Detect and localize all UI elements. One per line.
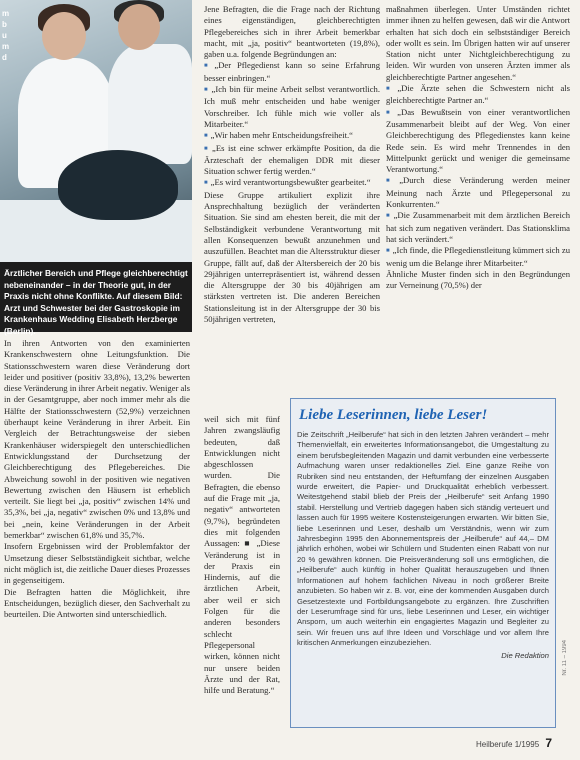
- col3-intro: maßnahmen überlegen. Unter Umständen richtet immer ihnen zu helfen gewesen, daß wir die Antwort erhalten hat sich doch ein selbstständiger Bereich oder wollt es sein. Im Übrigen hatten wir auf unserer Station nicht unter Nichtgleichberechtigung zu leiden. Wir wurden von unseren Ärzten immer als gleichberechtigte Partner angesehen.“: [386, 4, 570, 82]
- patient-figure: [58, 150, 178, 220]
- letter-box-body: Die Zeitschrift „Heilberufe“ hat sich in den letzten Jahren verändert – mehr Themenvielfalt, ein erweitertes Informationsangebot, die Umgestaltung zu einem berufsbegleitenden Magazin und damit verbunden eine verbesserte Aufmachung waren unser redaktionelles Ziel. Eine ganze Reihe von Rubriken sind neu entstanden, der Heftumfang der einzelnen Ausgaben wurde erweitert, die Papier- und Druckqualität erheblich verbessert. Weitestgehend stabil blieb der Preis der „Heilberufe“ seit Anfang 1990 stabil. Herstellung und Vertrieb dagegen haben sich ständig verteuert und lassen auch für 1995 weitere Kostensteigerungen erwarten. Wir bitten Sie, liebe Leserinnen und Leser, deshalb um Verständnis, wenn wir zum Jahresbeginn 1995 den Abonnementspreis der „Heilberufe“ auf 44,– DM jährlich erhöhen, wobei wir Schülern und Studenten einen Rabatt von nur 20 % gewähren können. Die Preisveränderung soll uns ermöglichen, die „Heilberufe“ auch künftig in hoher Qualität herauszugeben und Ihnen Informationen auf hohem fachlichen Niveau in noch größerer Breite anzubieten. So haben wir z. B. vor, eine der kommenden Ausgaben durch Gesetzestexte und Fortbildungsangebote zu ergänzen. Ihre Zuschriften der Leserumfrage sind für uns, liebe Leserinnen und Leser, ein wichtiger Ansporn, um auch weiterhin ein engagiertes Magazin und Begleiter zu sein. Wir freuen uns auf Ihre Ideen und Vorschläge und vor allem Ihre kritischen Anmerkungen einzubeziehen.: [297, 430, 549, 648]
- column-2: [204, 4, 380, 325]
- col3-paragraph: Ähnliche Muster finden sich in den Begründungen zur Verneinung (70,5%) der: [386, 268, 570, 291]
- reader-letter-box: [290, 398, 556, 728]
- col3-bullet-2: ■ „Das Bewußtsein von einer verantwortlichen Zusammenarbeit bleibt auf der Weg. Von einer Gleichberechtigung des Pflegedienstes kann keine Rede sein. Es wird mehr Trennendes in den Mittelpunkt gerückt und weniger die gemeinsame Verantwortung.“: [386, 107, 570, 176]
- col3-bullet-5: ■ „Ich finde, die Pflegedienstleitung kümmert sich zu wenig um die Belange ihrer Mitarbeiter.“: [386, 245, 570, 269]
- col2-bullet-1: ■ „Der Pflegedienst kann so seine Erfahrung besser einbringen.“: [204, 60, 380, 84]
- letter-box-signature: Die Redaktion: [501, 650, 549, 660]
- column-1: [4, 338, 190, 620]
- col1-paragraph-2: Insofern Ergebnissen wird der Problemfaktor der Umsetzung dieser Selbstständigkeit sichtbar, welche nicht möglich ist, die zeitliche Dauer dieses Prozesses in gegenseitigem.: [4, 541, 190, 586]
- doctor-figure: [108, 44, 192, 164]
- article-photo: [0, 0, 192, 262]
- photo-side-letters: m b u m d: [2, 9, 10, 62]
- page-number: 7: [545, 736, 553, 750]
- side-issue-note: Nr. 11 – 1994: [562, 640, 568, 676]
- page-footer: [476, 736, 552, 750]
- nurse-head: [42, 12, 86, 60]
- col3-bullet-4: ■ „Die Zusammenarbeit mit dem ärztlichen Bereich hat sich zum negativen verändert. Das Stationsklima hat sich verändert.“: [386, 210, 570, 245]
- col2-paragraph: Diese Gruppe artikuliert explizit ihre Ansprechhaltung bezüglich der veränderten Situation. Sie sind am ehesten bereit, die mit der Selbständigkeit verbundene Verantwortung mit allen Konsequenzen bewußt anzunehmen und auszufüllen. Beachtet man die Altersstruktur dieser Gruppe, fällt auf, daß der Altersbereich der 20 bis 29jährigen unterrepräsentiert ist, während dessen die Altersgruppe der 30 bis 40jährigen am stärksten vertreten ist. Die anderen Bereichen Stationsleitung ist in der Altersgruppe der 30 bis 50jährigen vertreten,: [204, 189, 380, 325]
- doctor-head: [118, 4, 160, 50]
- col1-paragraph-3: Die Befragten hatten die Möglichkeit, ihre Entscheidungen, bezüglich dieser, den Sachverhalt zu beurteilen. Die Antworten sind unterschiedlich.: [4, 586, 190, 620]
- column-3: [386, 4, 570, 291]
- col3-bullet-1: ■ „Die Ärzte sehen die Schwestern nicht als gleichberechtigte Partner an.“: [386, 83, 570, 107]
- photo-caption: Ärztlicher Bereich und Pflege gleichberechtigt nebeneinander – in der Theorie gut, in der Praxis nicht ohne Konflikte. Auf diesem Bild: Arzt und Schwester bei der Gastroskopie im Krankenhaus Wedding Elisabeth Herzberge (Berlin).: [0, 262, 192, 332]
- footer-magazine: Heilberufe 1/1995: [476, 740, 540, 749]
- col3-bullet-3: ■ „Durch diese Veränderung werden meiner Meinung nach Ärzte und Pflegepersonal zu Konkurrenten.“: [386, 175, 570, 210]
- letter-box-title: Liebe Leserinnen, liebe Leser!: [299, 407, 488, 423]
- col2-bullet-2: ■ „Ich bin für meine Arbeit selbst verantwortlich. Ich muß mehr entscheiden und habe weniger Vorschreiber. Ich fühle mich wie voller als Mitarbeiter.“: [204, 84, 380, 130]
- col2-bullet-5: ■ „Es wird verantwortungsbewußter gearbeitet.“: [204, 177, 380, 189]
- column-2-narrow: weil sich mit fünf Jahren zwangsläufig bedeuten, daß Entwicklungen nicht abgeschlossen wurden. Die Befragten, die ebenso auf die Frage mit „ja, negativ“ antworteten (9,7%), begründeten dies mit folgenden Aussagen: ■ „Diese Veränderung ist in der Praxis ein Hindernis, auf die ärztlichen Arbeit, aber weil er sich Folgen für die anderen besonders schlecht Pflegepersonal wirken, können nicht nur unsere beiden Ärzte und der Rat, hilfe und Beratung.“: [204, 414, 280, 696]
- col2-intro: Jene Befragten, die die Frage nach der Richtung eines eigenständigen, gleichberechtigten Pflegebereiches sich in ihrer Arbeit bemerkbar macht, mit „ja, positiv“ beantworteten (19,8%), gaben u.a. folgende Begründungen an:: [204, 4, 380, 60]
- col1-paragraph-1: In ihren Antworten von den examinierten Krankenschwestern ohne Leitungsfunktion. Die Stationsschwestern waren diese Veränderung dort leider und positiver (positiv 33,8%), 13,2% bewerten diese Veränderung in ihrer Arbeit negativ. Weniger als in der Gesamtgruppe, aber noch immer mehr als die Hälfte der Stationsschwestern (52,9%) verzeichnen überhaupt keine Veränderung in ihrer Arbeit. Ein Vergleich der Betrachtungsweise der sieben Krankenhäuser widerspiegelt den unterschiedlichen Entwicklungsstand der Durchsetzung der Gleichberechtigung des Pflegebereiches. Die Abweichung sowohl in der positiven wie negativen Bewertung zwischen den Häusern ist erheblich verteilt. Sie liegt bei „ja, positiv“ zwischen 14% und 35,3%, bei „ja, negativ“ zwischen 0% und 13,8% und bei „nein, keine Veränderungen in der Arbeit bemerkbar“ zwischen 61,8% und 35,7%.: [4, 338, 191, 541]
- col2-bullet-4: ■ „Es ist eine schwer erkämpfte Position, da die Ärzteschaft der ehemaligen DDR mit dieser Situation schwer fertig werden.“: [204, 143, 380, 178]
- col2-bullet-3: ■ „Wir haben mehr Entscheidungsfreiheit.“: [204, 130, 380, 142]
